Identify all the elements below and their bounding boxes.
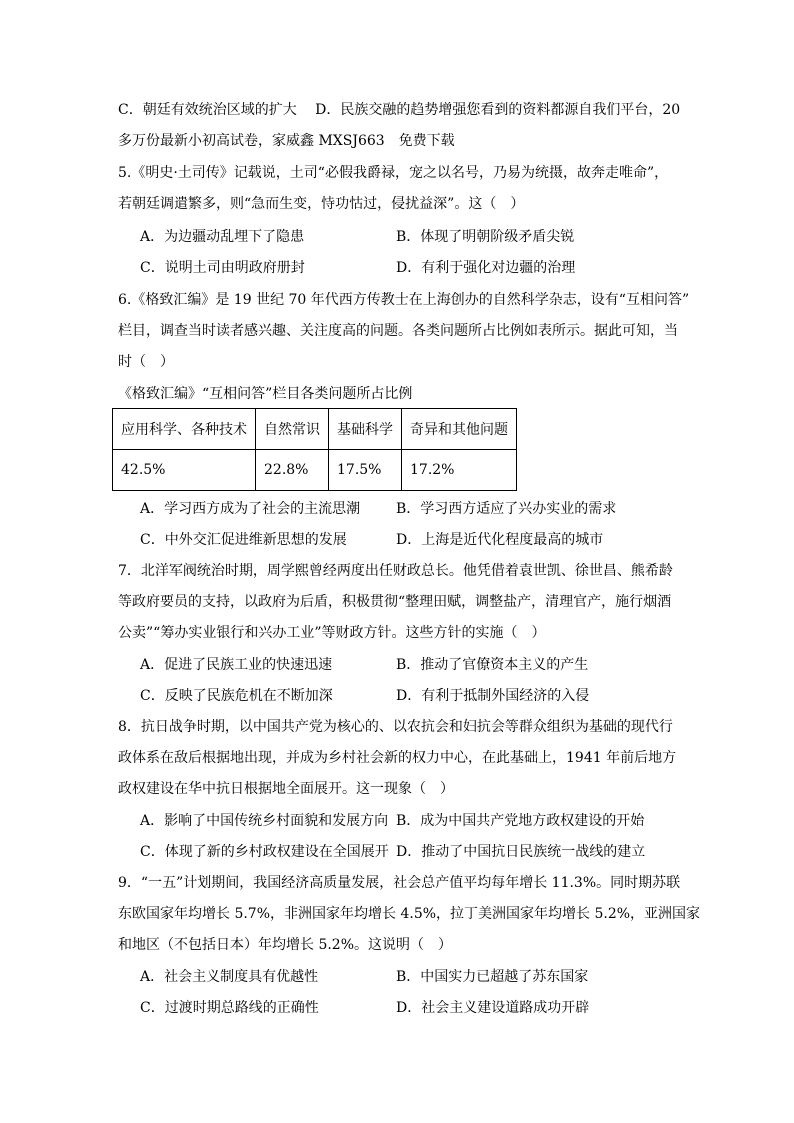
table-header-cell: 奇异和其他问题 (402, 409, 517, 450)
q6-option-a[interactable]: A．学习西方成为了社会的主流思潮 (140, 501, 361, 517)
q8-option-d[interactable]: D．推动了中国抗日民族统一战线的建立 (396, 844, 646, 860)
q7-option-b[interactable]: B．推动了官僚资本主义的产生 (396, 657, 589, 673)
q5-option-b[interactable]: B．体现了明朝阶级矛盾尖锐 (396, 229, 575, 245)
table-row (113, 450, 517, 491)
q6-stem-line-2: 栏目，调查当时读者感兴趣、关注度高的问题。各类问题所占比例如表所示。据此可知，当 (118, 323, 678, 339)
q4-option-cd-line: C．朝廷有效统治区域的扩大 D．民族交融的趋势增强您看到的资料都源自我们平台，20 (118, 102, 681, 118)
q9-stem-line-3: 和地区（不包括日本）年均增长 5.2%。这说明（ ） (118, 937, 453, 953)
q9-option-c[interactable]: C．过渡时期总路线的正确性 (140, 1000, 319, 1016)
q9-option-d[interactable]: D．社会主义建设道路成功开辟 (396, 1000, 590, 1016)
q8-stem-line-2: 政体系在敌后根据地出现，并成为乡村社会新的权力中心，在此基础上，1941 年前后地方 (118, 750, 677, 766)
q8-option-b[interactable]: B．成为中国共产党地方政权建设的开始 (396, 813, 645, 829)
q6-stem-line-1: 6.《格致汇编》是 19 世纪 70 年代西方传教士在上海创办的自然科学杂志，设有“互相问答” (118, 292, 690, 308)
q7-stem-line-1: 7．北洋军阀统治时期，周学熙曾经两度出任财政总长。他凭借着袁世凯、徐世昌、熊希龄 (118, 563, 673, 579)
table-cell: 17.5% (329, 450, 402, 491)
q6-option-b[interactable]: B．学习西方适应了兴办实业的需求 (396, 501, 617, 517)
table-cell: 42.5% (113, 450, 256, 491)
q6-option-c[interactable]: C．中外交汇促进维新思想的发展 (140, 532, 347, 548)
q6-table (112, 408, 517, 491)
q6-option-d[interactable]: D．上海是近代化程度最高的城市 (396, 532, 604, 548)
q5-option-a[interactable]: A．为边疆动乱埋下了隐患 (140, 229, 305, 245)
table-cell: 17.2% (402, 450, 517, 491)
q7-option-c[interactable]: C．反映了民族危机在不断加深 (140, 688, 333, 704)
q9-option-b[interactable]: B．中国实力已超越了苏东国家 (396, 969, 589, 985)
q7-option-d[interactable]: D．有利于抵制外国经济的入侵 (396, 688, 590, 704)
table-cell: 22.8% (256, 450, 329, 491)
table-header-cell: 应用科学、各种技术 (113, 409, 256, 450)
q6-table-caption: 《格致汇编》“互相问答”栏目各类问题所占比例 (118, 386, 413, 402)
table-header-row (113, 409, 517, 450)
table-header-cell: 自然常识 (256, 409, 329, 450)
q9-stem-line-1: 9．“一五”计划期间，我国经济高质量发展，社会总产值平均每年增长 11.3%。同时期苏联 (118, 875, 681, 891)
q8-stem-line-3: 政权建设在华中抗日根据地全面展开。这一现象（ ） (118, 781, 454, 797)
q8-option-c[interactable]: C．体现了新的乡村政权建设在全国展开 (140, 844, 389, 860)
q7-stem-line-2: 等政府要员的支持，以政府为后盾，积极贯彻“整理田赋，调整盐产，清理官产，施行烟酒 (118, 594, 672, 610)
q7-stem-line-3: 公卖”“筹办实业银行和兴办工业”等财政方针。这些方针的实施（ ） (118, 625, 546, 641)
q8-option-a[interactable]: A．影响了中国传统乡村面貌和发展方向 (140, 813, 389, 829)
q5-stem-line-1: 5.《明史·土司传》记载说，土司“必假我爵禄，宠之以名号，乃易为统摄，故奔走唯命”， (118, 165, 669, 181)
q8-stem-line-1: 8．抗日战争时期，以中国共产党为核心的、以农抗会和妇抗会等群众组织为基础的现代行 (118, 719, 673, 735)
q6-stem-line-3: 时（ ） (118, 354, 174, 370)
q5-stem-line-2: 若朝廷调遣繁多，则“急而生变，恃功怙过，侵扰益深”。这（ ） (118, 196, 525, 212)
q9-option-a[interactable]: A．社会主义制度具有优越性 (140, 969, 319, 985)
q7-option-a[interactable]: A．促进了民族工业的快速迅速 (140, 657, 333, 673)
q5-option-c[interactable]: C．说明土司由明政府册封 (140, 260, 305, 276)
q5-option-d[interactable]: D．有利于强化对边疆的治理 (396, 260, 576, 276)
q4-ad-line: 多万份最新小初高试卷，家威鑫 MXSJ663 免费下载 (118, 133, 455, 149)
table-header-cell: 基础科学 (329, 409, 402, 450)
q9-stem-line-2: 东欧国家年均增长 5.7%，非洲国家年均增长 4.5%，拉丁美洲国家年均增长 5.2%，亚洲国家 (118, 906, 701, 922)
